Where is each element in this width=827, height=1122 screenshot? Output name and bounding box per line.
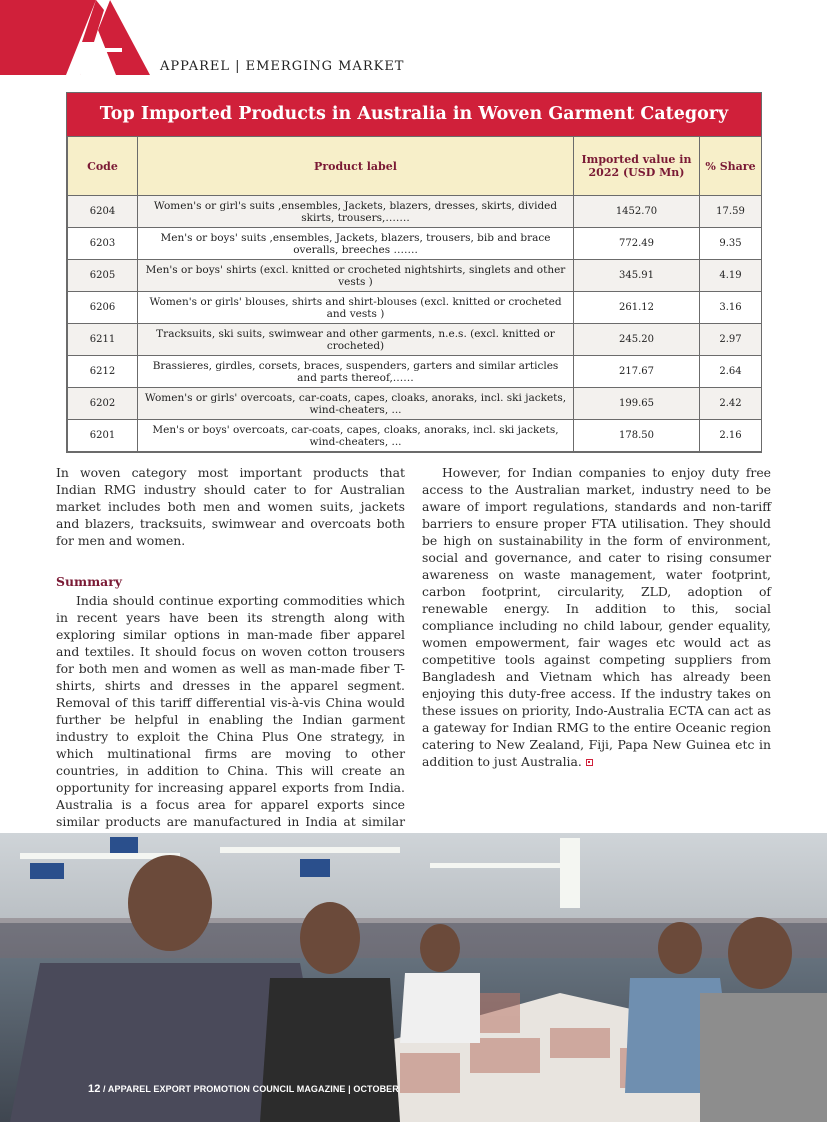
share-cell: 2.16 xyxy=(700,420,762,452)
import-table xyxy=(66,92,762,453)
code-cell: 6206 xyxy=(68,292,138,324)
summary-heading: Summary xyxy=(56,574,122,589)
share-cell: 2.97 xyxy=(700,324,762,356)
table-row xyxy=(68,292,762,324)
page-number: 12 xyxy=(88,1083,101,1095)
product-cell: Men's or boys' shirts (excl. knitted or crocheted nightshirts, singlets and other vests ) xyxy=(138,260,574,292)
table-row xyxy=(68,196,762,228)
table-row xyxy=(68,260,762,292)
table-row xyxy=(68,324,762,356)
product-cell: Men's or boys' overcoats, car-coats, capes, cloaks, anoraks, incl. ski jackets, wind-cheaters, ... xyxy=(138,420,574,452)
product-cell: Brassieres, girdles, corsets, braces, suspenders, garters and similar articles and parts thereof,…… xyxy=(138,356,574,388)
share-cell: 3.16 xyxy=(700,292,762,324)
intro-paragraph: In woven category most important products that Indian RMG industry should cater to for Australian market includes both men and women suits, jackets and blazers, tracksuits, swimwear and overcoats both for men and women. xyxy=(56,465,405,548)
product-cell: Women's or girls' overcoats, car-coats, capes, cloaks, anoraks, incl. ski jackets, wind-cheaters, ... xyxy=(138,388,574,420)
garment-factory-photo xyxy=(0,833,827,1122)
value-cell: 199.65 xyxy=(574,388,700,420)
article-column-right xyxy=(422,464,771,770)
end-of-article-icon xyxy=(586,759,593,766)
page-footer xyxy=(88,1083,399,1095)
code-cell: 6201 xyxy=(68,420,138,452)
column-header-share: % Share xyxy=(700,137,762,196)
value-cell: 345.91 xyxy=(574,260,700,292)
value-cell: 261.12 xyxy=(574,292,700,324)
table-row xyxy=(68,388,762,420)
share-cell: 2.42 xyxy=(700,388,762,420)
summary-paragraph-2 xyxy=(422,464,771,770)
table-title: Top Imported Products in Australia in Woven Garment Category xyxy=(67,93,761,136)
value-cell: 245.20 xyxy=(574,324,700,356)
table-row xyxy=(68,420,762,452)
summary-paragraph-1: India should continue exporting commodities which in recent years have been its strength along with exploring similar options in man-made fiber apparel and textiles. It should focus on woven cotton trousers for both men and women as well as man-made fiber T-shirts, shirts and dresses in the apparel segment. Removal of this tariff differential vis-à-vis China would further be helpful in enabling the Indian garment industry to exploit the China Plus One strategy, in which multinational firms are moving to other countries, in addition to China. This will create an opportunity for increasing apparel exports from India. Australia is a focus area for apparel exports since similar products are manufactured in India at similar xyxy=(56,593,405,829)
product-cell: Men's or boys' suits ,ensembles, Jackets, blazers, trousers, bib and brace overalls, breeches ……. xyxy=(138,228,574,260)
magazine-logo xyxy=(0,0,150,75)
value-cell: 178.50 xyxy=(574,420,700,452)
share-cell: 2.64 xyxy=(700,356,762,388)
code-cell: 6212 xyxy=(68,356,138,388)
code-cell: 6203 xyxy=(68,228,138,260)
table-row xyxy=(68,356,762,388)
code-cell: 6205 xyxy=(68,260,138,292)
column-header-value: Imported value in 2022 (USD Mn) xyxy=(574,137,700,196)
column-header-product: Product label xyxy=(138,137,574,196)
footer-publication: / APPAREL EXPORT PROMOTION COUNCIL MAGAZINE | OCTOBER xyxy=(103,1084,399,1094)
product-cell: Women's or girl's suits ,ensembles, Jackets, blazers, dresses, skirts, divided skirts, trousers,……. xyxy=(138,196,574,228)
value-cell: 1452.70 xyxy=(574,196,700,228)
table-row xyxy=(68,228,762,260)
share-cell: 9.35 xyxy=(700,228,762,260)
value-cell: 772.49 xyxy=(574,228,700,260)
share-cell: 17.59 xyxy=(700,196,762,228)
code-cell: 6202 xyxy=(68,388,138,420)
code-cell: 6204 xyxy=(68,196,138,228)
product-cell: Women's or girls' blouses, shirts and shirt-blouses (excl. knitted or crocheted and vests ) xyxy=(138,292,574,324)
column-header-code: Code xyxy=(68,137,138,196)
value-cell: 217.67 xyxy=(574,356,700,388)
product-cell: Tracksuits, ski suits, swimwear and other garments, n.e.s. (excl. knitted or crocheted) xyxy=(138,324,574,356)
summary-paragraph-2-text: However, for Indian companies to enjoy duty free access to the Australian market, industry need to be aware of import regulations, standards and non-tariff barriers to ensure proper FTA utilisation. They should be high on sustainability in the form of environment, social and governance, and cater to rising consumer awareness on waste management, water footprint, carbon footprint, circularity, ZLD, adoption of renewable energy. In addition to this, social compliance including no child labour, gender equality, women empowerment, fair wages etc would act as competitive tools against competing suppliers from Bangladesh and Vietnam which has already been enjoying this duty-free access. If the industry takes on these issues on priority, Indo-Australia ECTA can act as a gateway for Indian RMG to the entire Oceanic region catering to New Zealand, Fiji, Papa New Guinea etc in addition to just Australia. xyxy=(422,465,771,769)
code-cell: 6211 xyxy=(68,324,138,356)
share-cell: 4.19 xyxy=(700,260,762,292)
section-header: APPAREL | EMERGING MARKET xyxy=(160,59,405,74)
